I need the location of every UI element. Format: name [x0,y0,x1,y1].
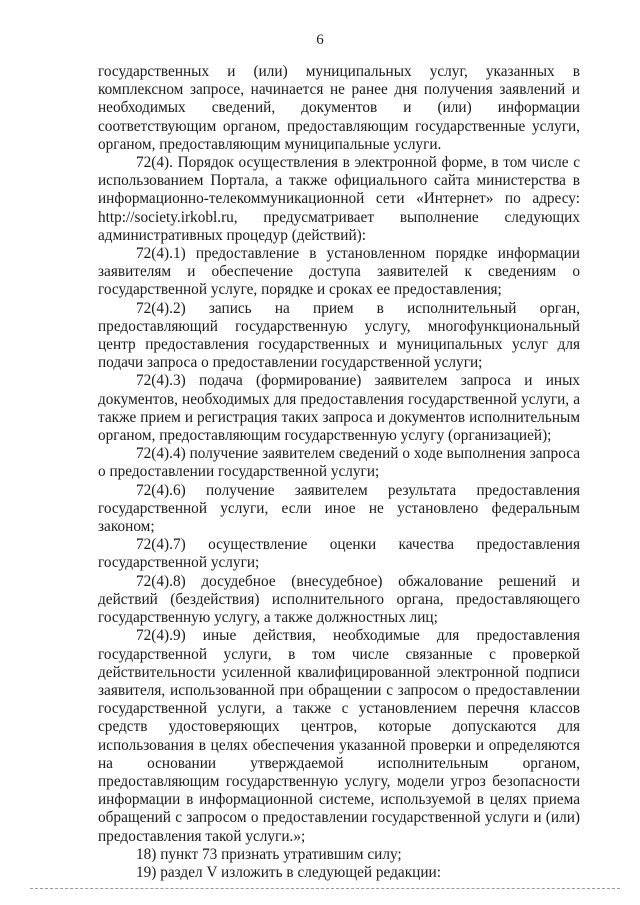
paragraph-item-18: 18) пункт 73 признать утратившим силу; [136,845,402,863]
paragraph-item-19: 19) раздел V изложить в следующей редакции: [136,863,441,881]
paragraph-72-4-2: 72(4).2) запись на прием в исполнительный орган, предоставляющий государственную услугу, многофункциональный центр предоставления государственных и муниципальных услуг для подачи запроса о предоставлении государственной услуги; [98,299,580,372]
paragraph-72-4-6: 72(4).6) получение заявителем результата предоставления государственной услуги, если иное не установлено федеральным законом; [98,481,580,536]
page-number: 6 [316,32,324,48]
scan-edge-line [30,888,620,889]
paragraph-72-4-4: 72(4).4) получение заявителем сведений о ходе выполнения запроса о предоставлении государственной услуги; [98,445,580,481]
document-body [98,63,580,882]
paragraph-72-4-1: 72(4).1) предоставление в установленном порядке информации заявителям и обеспечение доступа заявителей к сведениям о государственной услуге, порядке и сроках ее предоставления; [98,245,580,299]
paragraph-72-4-8: 72(4).8) досудебное (внесудебное) обжалование решений и действий (бездействия) исполнительного органа, предоставляющего государственную услугу, а также должностных лиц; [98,572,580,627]
paragraph-72-4-9: 72(4).9) иные действия, необходимые для предоставления государственной услуги, в том числе связанные с проверкой действительности усиленной квалифицированной электронной подписи заявителя, использованной при обращении с запросом о предоставлении государственной услуги, а также с установлением перечня классов средств удостоверяющих центров, которые допускаются для использования в целях обеспечения указанной проверки и определяются на основании утверждаемой исполнительным органом, предоставляющим государственную услугу, модели угроз безопасности информации в информационной системе, используемой в целях приема обращений с запросом о предоставлении государственной услуги и (или) предоставления такой услуги.»; [98,627,580,845]
paragraph-72-4: 72(4). Порядок осуществления в электронной форме, в том числе с использованием Портала, а также официального сайта министерства в информационно-телекоммуникационной сети «Интернет» по адресу: http://society.irkobl.ru, предусматривает выполнение следующих административных процедур (действий): [98,154,580,244]
paragraph-72-4-7: 72(4).7) осуществление оценки качества предоставления государственной услуги; [98,536,580,572]
paragraph-72-4-3: 72(4).3) подача (формирование) заявителем запроса и иных документов, необходимых для предоставления государственной услуги, а также прием и регистрация таких запроса и документов исполнительным органом, предоставляющим государственную услугу (организацией); [98,372,580,445]
paragraph-continuation: государственных и (или) муниципальных услуг, указанных в комплексном запросе, начинается не ранее дня получения заявлений и необходимых сведений, документов и (или) информации соответствующим органом, предоставляющим государственные услуги, органом, предоставляющим муниципальные услуги. [98,63,580,153]
